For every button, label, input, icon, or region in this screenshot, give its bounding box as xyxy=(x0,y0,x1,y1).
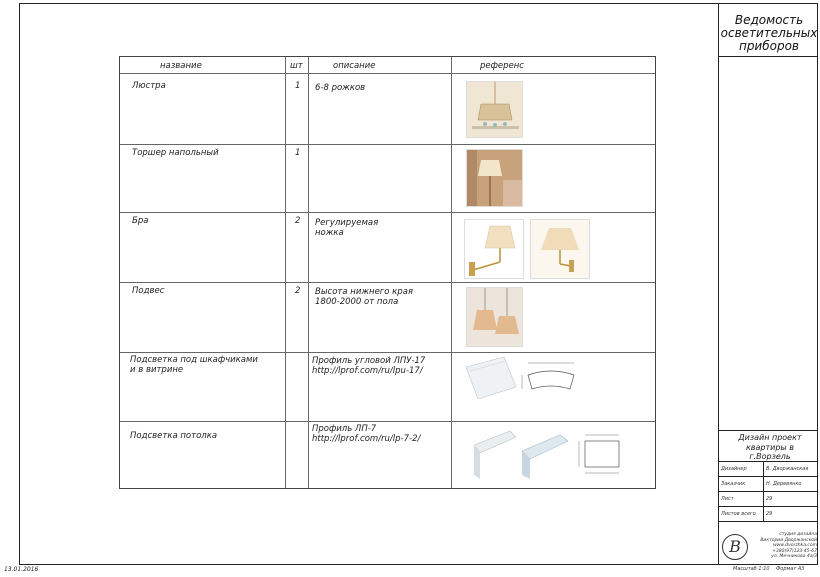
sheet-value: 29 xyxy=(766,496,773,502)
row-name: Подсветка потолка xyxy=(130,431,218,441)
row-qty: 2 xyxy=(295,286,301,296)
corner-profile-drawing xyxy=(520,357,582,397)
profile-drawing-icon xyxy=(520,357,582,397)
row-divider xyxy=(120,421,655,422)
row-divider xyxy=(120,73,655,74)
col-divider xyxy=(285,57,286,488)
format-label: Формат А3 xyxy=(776,566,805,572)
title-block-divider xyxy=(718,430,818,431)
sheet-title: Ведомость осветительных приборов xyxy=(720,13,818,53)
row-description: Профиль угловой ЛПУ-17 http://lprof.com/ru/lpu-17/ xyxy=(312,356,426,376)
row-qty: 1 xyxy=(295,81,301,91)
sheets-total-label: Листов всего xyxy=(721,511,756,517)
client-value: Н. Деревянко xyxy=(766,481,802,487)
sheet-label: Лист xyxy=(721,496,734,502)
title-block-divider xyxy=(718,476,818,477)
sconce-image-2 xyxy=(530,219,590,279)
row-name: Подсветка под шкафчиками и в витрине xyxy=(130,355,258,375)
title-block-column xyxy=(763,461,764,521)
row-divider xyxy=(120,144,655,145)
header-name: название xyxy=(160,61,202,71)
header-reference: референс xyxy=(480,61,524,71)
floor-lamp-image xyxy=(466,149,523,207)
studio-info: студия дизайна Виктории Дворжанской www.dvorzhka.com +380(97)123-45-67 ул. Мечникова 4а/3 xyxy=(760,532,817,559)
row-divider xyxy=(120,212,655,213)
row-description: Высота нижнего края 1800-2000 от пола xyxy=(315,287,414,307)
col-divider xyxy=(308,57,309,488)
col-divider xyxy=(451,57,452,488)
row-name: Торшер напольный xyxy=(132,148,219,158)
chandelier-image xyxy=(466,81,523,138)
drawing-date: 13.01.2016 xyxy=(4,566,39,573)
profile-drawing-icon xyxy=(573,429,629,481)
profile-icon xyxy=(520,429,570,479)
pendant-image xyxy=(466,287,523,347)
row-qty: 1 xyxy=(295,148,301,158)
profile-icon xyxy=(464,357,518,399)
designer-label: Дизайнер xyxy=(721,466,747,472)
sconce-icon xyxy=(531,220,590,279)
row-qty: 2 xyxy=(295,216,301,226)
row-divider xyxy=(120,282,655,283)
row-name: Люстра xyxy=(132,81,166,91)
row-description: Профиль ЛП-7 http://lprof.com/ru/lp-7-2/ xyxy=(312,424,421,444)
title-block-divider xyxy=(718,461,818,462)
pendant-icon xyxy=(467,288,523,347)
header-description: описание xyxy=(333,61,376,71)
project-name: Дизайн проект квартиры в г.Ворзель xyxy=(738,433,802,461)
scale-label: Масштаб 1:10 xyxy=(733,566,770,572)
title-block-divider xyxy=(718,506,818,507)
row-name: Подвес xyxy=(132,286,165,296)
chandelier-icon xyxy=(467,82,523,138)
ceiling-profile-image-1 xyxy=(470,427,518,479)
header-qty: шт xyxy=(290,61,303,71)
sconce-icon xyxy=(465,220,524,279)
row-description: 6-8 рожков xyxy=(315,83,366,93)
row-divider xyxy=(120,352,655,353)
title-block-divider xyxy=(718,56,818,57)
corner-profile-image xyxy=(464,357,518,399)
title-block-border xyxy=(718,3,719,565)
sconce-image-1 xyxy=(464,219,524,279)
studio-logo: B xyxy=(722,534,748,560)
title-block-divider xyxy=(718,491,818,492)
client-label: Заказчик xyxy=(721,481,746,487)
fixtures-table xyxy=(119,56,656,489)
floor-lamp-icon xyxy=(467,150,523,207)
sheets-total-value: 29 xyxy=(766,511,773,517)
designer-value: В. Дворжанская xyxy=(766,466,809,472)
ceiling-profile-drawing xyxy=(573,429,629,481)
ceiling-profile-image-2 xyxy=(520,429,570,479)
profile-icon xyxy=(470,427,518,479)
title-block-divider xyxy=(718,521,818,522)
row-description: Регулируемая ножка xyxy=(315,218,379,238)
row-name: Бра xyxy=(132,216,149,226)
